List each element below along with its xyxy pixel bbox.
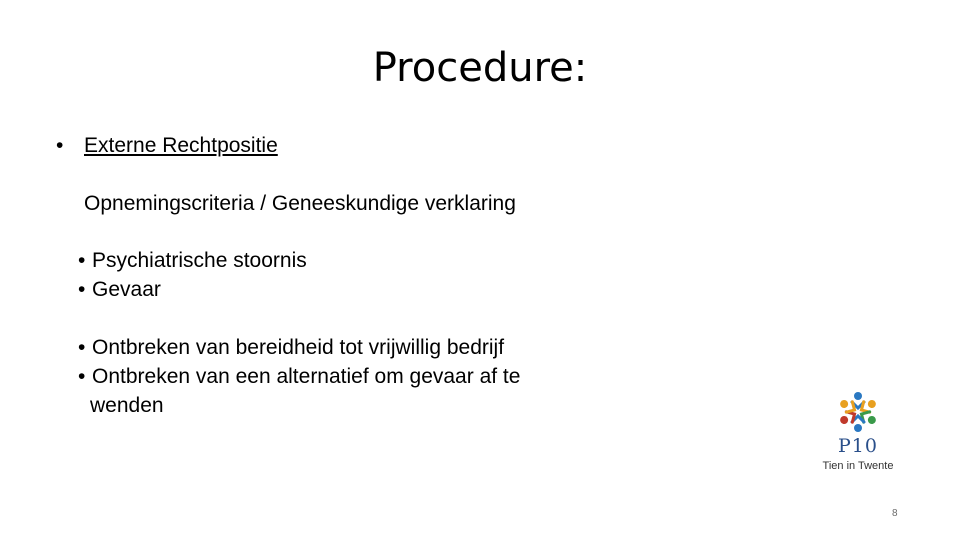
page-number: 8 bbox=[892, 508, 898, 519]
list-item bbox=[78, 277, 161, 303]
list-item-continuation: wenden bbox=[90, 394, 164, 417]
bullet-glyph: • bbox=[78, 278, 86, 301]
list-item-label: Ontbreken van bereidheid tot vrijwillig bedrijf bbox=[92, 336, 505, 359]
criteria-text: Opnemingscriteria / Geneeskundige verklaring bbox=[84, 192, 516, 215]
bullet-glyph: • bbox=[56, 134, 64, 157]
list-item-label: Psychiatrische stoornis bbox=[92, 249, 307, 272]
logo-name: P10 bbox=[838, 435, 878, 457]
bullet-glyph: • bbox=[78, 249, 86, 272]
bullet-glyph: • bbox=[78, 365, 86, 388]
people-circle-icon bbox=[812, 388, 904, 438]
list-item-label: Ontbreken van een alternatief om gevaar af te bbox=[92, 365, 521, 388]
list-item-label: Gevaar bbox=[92, 278, 161, 301]
list-item bbox=[78, 248, 307, 274]
logo-tagline: Tien in Twente bbox=[822, 460, 894, 472]
list-item bbox=[78, 364, 520, 390]
list-item bbox=[78, 335, 504, 361]
slide-title: Procedure: bbox=[372, 45, 588, 91]
section-heading: Externe Rechtpositie bbox=[84, 134, 278, 157]
p10-logo bbox=[812, 388, 904, 478]
bullet-glyph: • bbox=[78, 336, 86, 359]
